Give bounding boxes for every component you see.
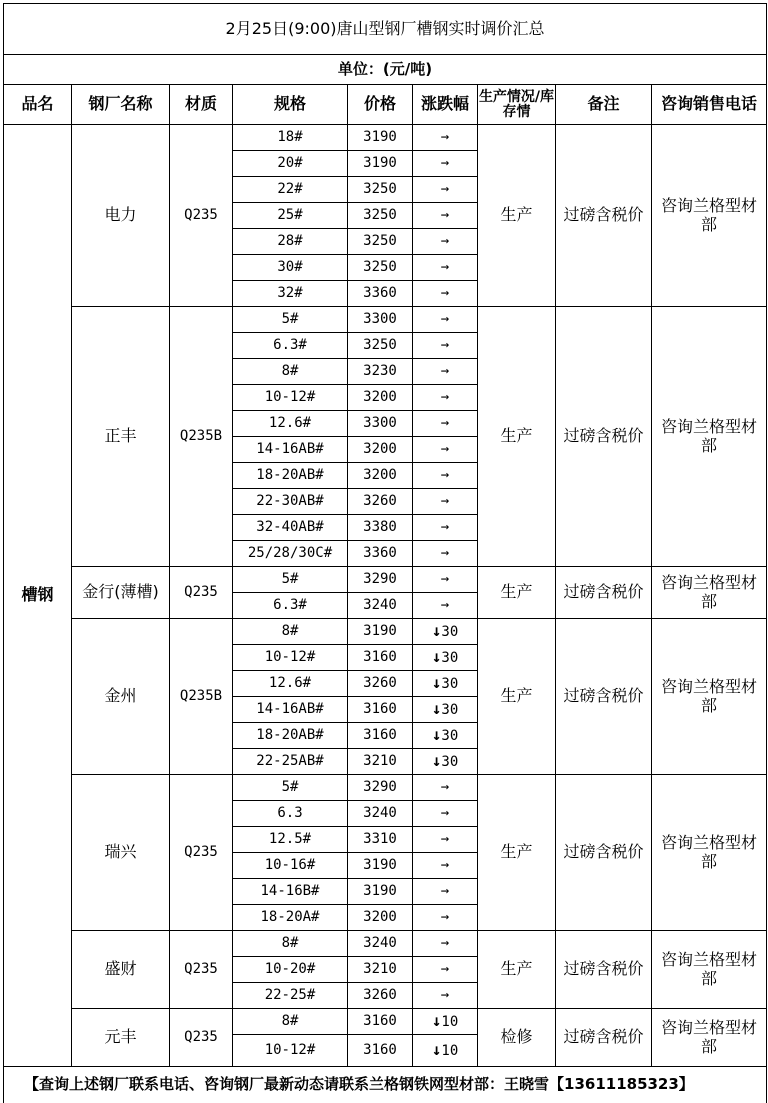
change-cell	[413, 125, 478, 151]
price-table	[3, 3, 767, 1103]
spec-cell: 18#	[233, 125, 348, 151]
table-row	[4, 931, 767, 957]
price-cell: 3300	[348, 411, 413, 437]
price-cell: 3260	[348, 983, 413, 1009]
header-change: 涨跌幅	[413, 85, 478, 125]
price-cell: 3250	[348, 177, 413, 203]
spec-cell: 10-16#	[233, 853, 348, 879]
phone-cell: 咨询兰格型材部	[652, 619, 767, 775]
spec-cell: 14-16B#	[233, 879, 348, 905]
spec-cell: 12.6#	[233, 671, 348, 697]
phone-cell: 咨询兰格型材部	[652, 931, 767, 1009]
spec-cell: 32-40AB#	[233, 515, 348, 541]
price-cell: 3200	[348, 437, 413, 463]
change-cell	[413, 411, 478, 437]
spec-cell: 8#	[233, 359, 348, 385]
price-cell: 3210	[348, 957, 413, 983]
price-cell: 3240	[348, 931, 413, 957]
price-cell: 3190	[348, 125, 413, 151]
header-status: 生产情况/库存情	[478, 85, 556, 125]
change-cell	[413, 541, 478, 567]
spec-cell: 22-30AB#	[233, 489, 348, 515]
spec-cell: 6.3#	[233, 593, 348, 619]
arrow-right-icon: →	[440, 181, 450, 198]
spec-cell: 10-20#	[233, 957, 348, 983]
change-amount: 30	[441, 650, 459, 667]
change-cell	[413, 983, 478, 1009]
change-cell	[413, 775, 478, 801]
arrow-right-icon: →	[440, 857, 450, 874]
arrow-right-icon: →	[440, 883, 450, 900]
spec-cell: 8#	[233, 931, 348, 957]
spec-cell: 22-25#	[233, 983, 348, 1009]
unit-row	[4, 55, 767, 85]
header-row	[4, 85, 767, 125]
status-cell: 生产	[478, 567, 556, 619]
price-cell: 3290	[348, 567, 413, 593]
price-cell: 3290	[348, 775, 413, 801]
arrow-down-icon: ↓	[431, 1011, 442, 1031]
spec-cell: 14-16AB#	[233, 437, 348, 463]
arrow-right-icon: →	[440, 415, 450, 432]
material-grade: Q235	[170, 125, 233, 307]
price-cell: 3240	[348, 801, 413, 827]
arrow-right-icon: →	[440, 831, 450, 848]
spec-cell: 22#	[233, 177, 348, 203]
price-cell: 3200	[348, 905, 413, 931]
table-row	[4, 1009, 767, 1035]
arrow-right-icon: →	[440, 389, 450, 406]
price-cell: 3160	[348, 645, 413, 671]
price-cell: 3200	[348, 463, 413, 489]
change-cell	[413, 957, 478, 983]
page-title: 2月25日(9:00)唐山型钢厂槽钢实时调价汇总	[4, 4, 767, 55]
table-row	[4, 567, 767, 593]
change-amount: 30	[441, 624, 459, 641]
change-cell	[413, 853, 478, 879]
price-cell: 3190	[348, 879, 413, 905]
change-amount: 30	[441, 702, 459, 719]
arrow-down-icon: ↓	[431, 1040, 442, 1060]
material-grade: Q235B	[170, 619, 233, 775]
phone-cell: 咨询兰格型材部	[652, 775, 767, 931]
price-cell: 3160	[348, 723, 413, 749]
spec-cell: 18-20AB#	[233, 463, 348, 489]
change-amount: 30	[441, 676, 459, 693]
change-cell	[413, 307, 478, 333]
change-cell	[413, 1035, 478, 1067]
header-price: 价格	[348, 85, 413, 125]
arrow-right-icon: →	[440, 259, 450, 276]
arrow-right-icon: →	[440, 571, 450, 588]
change-cell	[413, 515, 478, 541]
note-cell: 过磅含税价	[556, 619, 652, 775]
price-cell: 3190	[348, 619, 413, 645]
price-cell: 3230	[348, 359, 413, 385]
arrow-down-icon: ↓	[431, 751, 442, 771]
footer-row	[4, 1067, 767, 1103]
status-cell: 生产	[478, 619, 556, 775]
arrow-right-icon: →	[440, 987, 450, 1004]
material-grade: Q235	[170, 1009, 233, 1067]
spec-cell: 8#	[233, 1009, 348, 1035]
price-cell: 3200	[348, 385, 413, 411]
spec-cell: 6.3#	[233, 333, 348, 359]
arrow-down-icon: ↓	[431, 647, 442, 667]
mill-name: 金行(薄槽)	[72, 567, 170, 619]
spec-cell: 22-25AB#	[233, 749, 348, 775]
arrow-right-icon: →	[440, 337, 450, 354]
change-amount: 30	[441, 728, 459, 745]
material-grade: Q235	[170, 931, 233, 1009]
spec-cell: 5#	[233, 567, 348, 593]
unit-label: 单位：(元/吨)	[4, 55, 767, 85]
arrow-right-icon: →	[440, 805, 450, 822]
arrow-right-icon: →	[440, 779, 450, 796]
spec-cell: 25#	[233, 203, 348, 229]
spec-cell: 25/28/30C#	[233, 541, 348, 567]
price-cell: 3260	[348, 489, 413, 515]
change-cell	[413, 437, 478, 463]
change-cell	[413, 671, 478, 697]
arrow-right-icon: →	[440, 909, 450, 926]
arrow-right-icon: →	[440, 441, 450, 458]
header-phone: 咨询销售电话	[652, 85, 767, 125]
spec-cell: 10-12#	[233, 645, 348, 671]
material-grade: Q235	[170, 567, 233, 619]
phone-cell: 咨询兰格型材部	[652, 567, 767, 619]
status-cell: 检修	[478, 1009, 556, 1067]
change-amount: 10	[441, 1043, 459, 1060]
change-cell	[413, 593, 478, 619]
change-cell	[413, 931, 478, 957]
arrow-right-icon: →	[440, 129, 450, 146]
status-cell: 生产	[478, 125, 556, 307]
price-cell: 3250	[348, 229, 413, 255]
change-cell	[413, 489, 478, 515]
price-cell: 3160	[348, 1009, 413, 1035]
arrow-right-icon: →	[440, 935, 450, 952]
header-note: 备注	[556, 85, 652, 125]
arrow-down-icon: ↓	[431, 673, 442, 693]
price-cell: 3190	[348, 853, 413, 879]
change-cell	[413, 749, 478, 775]
price-cell: 3310	[348, 827, 413, 853]
arrow-right-icon: →	[440, 285, 450, 302]
change-cell	[413, 385, 478, 411]
phone-cell: 咨询兰格型材部	[652, 307, 767, 567]
spec-cell: 14-16AB#	[233, 697, 348, 723]
change-cell	[413, 723, 478, 749]
spec-cell: 8#	[233, 619, 348, 645]
change-cell	[413, 255, 478, 281]
arrow-right-icon: →	[440, 493, 450, 510]
arrow-right-icon: →	[440, 155, 450, 172]
arrow-right-icon: →	[440, 363, 450, 380]
spec-cell: 18-20A#	[233, 905, 348, 931]
phone-cell: 咨询兰格型材部	[652, 1009, 767, 1067]
change-cell	[413, 281, 478, 307]
header-mill: 钢厂名称	[72, 85, 170, 125]
spec-cell: 28#	[233, 229, 348, 255]
price-cell: 3300	[348, 307, 413, 333]
spec-cell: 32#	[233, 281, 348, 307]
status-cell: 生产	[478, 307, 556, 567]
price-cell: 3160	[348, 697, 413, 723]
spec-cell: 5#	[233, 307, 348, 333]
arrow-right-icon: →	[440, 545, 450, 562]
price-cell: 3250	[348, 333, 413, 359]
header-product: 品名	[4, 85, 72, 125]
note-cell: 过磅含税价	[556, 125, 652, 307]
spec-cell: 10-12#	[233, 1035, 348, 1067]
price-cell: 3240	[348, 593, 413, 619]
change-cell	[413, 879, 478, 905]
change-cell	[413, 229, 478, 255]
price-cell: 3250	[348, 203, 413, 229]
change-cell	[413, 203, 478, 229]
price-cell: 3250	[348, 255, 413, 281]
material-grade: Q235B	[170, 307, 233, 567]
change-cell	[413, 177, 478, 203]
note-cell: 过磅含税价	[556, 931, 652, 1009]
material-grade: Q235	[170, 775, 233, 931]
spec-cell: 12.6#	[233, 411, 348, 437]
spec-cell: 30#	[233, 255, 348, 281]
price-cell: 3360	[348, 541, 413, 567]
change-cell	[413, 151, 478, 177]
spec-cell: 18-20AB#	[233, 723, 348, 749]
change-cell	[413, 463, 478, 489]
phone-cell: 咨询兰格型材部	[652, 125, 767, 307]
header-material: 材质	[170, 85, 233, 125]
status-cell: 生产	[478, 775, 556, 931]
change-cell	[413, 827, 478, 853]
table-row	[4, 125, 767, 151]
mill-name: 电力	[72, 125, 170, 307]
price-cell: 3160	[348, 1035, 413, 1067]
spec-cell: 12.5#	[233, 827, 348, 853]
arrow-right-icon: →	[440, 207, 450, 224]
change-amount: 30	[441, 754, 459, 771]
arrow-right-icon: →	[440, 961, 450, 978]
note-cell: 过磅含税价	[556, 567, 652, 619]
change-cell	[413, 567, 478, 593]
price-cell: 3260	[348, 671, 413, 697]
spec-cell: 10-12#	[233, 385, 348, 411]
change-cell	[413, 697, 478, 723]
status-cell: 生产	[478, 931, 556, 1009]
spec-cell: 6.3	[233, 801, 348, 827]
note-cell: 过磅含税价	[556, 775, 652, 931]
spec-cell: 20#	[233, 151, 348, 177]
price-cell: 3210	[348, 749, 413, 775]
change-cell	[413, 905, 478, 931]
price-cell: 3360	[348, 281, 413, 307]
arrow-right-icon: →	[440, 233, 450, 250]
mill-name: 元丰	[72, 1009, 170, 1067]
arrow-down-icon: ↓	[431, 621, 442, 641]
change-cell	[413, 801, 478, 827]
product-name: 槽钢	[4, 125, 72, 1067]
change-cell	[413, 333, 478, 359]
arrow-down-icon: ↓	[431, 699, 442, 719]
arrow-right-icon: →	[440, 311, 450, 328]
change-cell	[413, 1009, 478, 1035]
table-row	[4, 307, 767, 333]
mill-name: 正丰	[72, 307, 170, 567]
arrow-right-icon: →	[440, 467, 450, 484]
mill-name: 盛财	[72, 931, 170, 1009]
change-amount: 10	[441, 1014, 459, 1031]
arrow-right-icon: →	[440, 519, 450, 536]
table-row	[4, 619, 767, 645]
mill-name: 瑞兴	[72, 775, 170, 931]
note-cell: 过磅含税价	[556, 1009, 652, 1067]
change-cell	[413, 359, 478, 385]
change-cell	[413, 645, 478, 671]
price-cell: 3380	[348, 515, 413, 541]
change-cell	[413, 619, 478, 645]
mill-name: 金州	[72, 619, 170, 775]
spec-cell: 5#	[233, 775, 348, 801]
arrow-right-icon: →	[440, 597, 450, 614]
price-cell: 3190	[348, 151, 413, 177]
header-spec: 规格	[233, 85, 348, 125]
table-row	[4, 775, 767, 801]
arrow-down-icon: ↓	[431, 725, 442, 745]
title-row	[4, 4, 767, 55]
footer-contact: 【查询上述钢厂联系电话、咨询钢厂最新动态请联系兰格钢铁网型材部：王晓雪【13611185323】	[4, 1067, 767, 1103]
note-cell: 过磅含税价	[556, 307, 652, 567]
